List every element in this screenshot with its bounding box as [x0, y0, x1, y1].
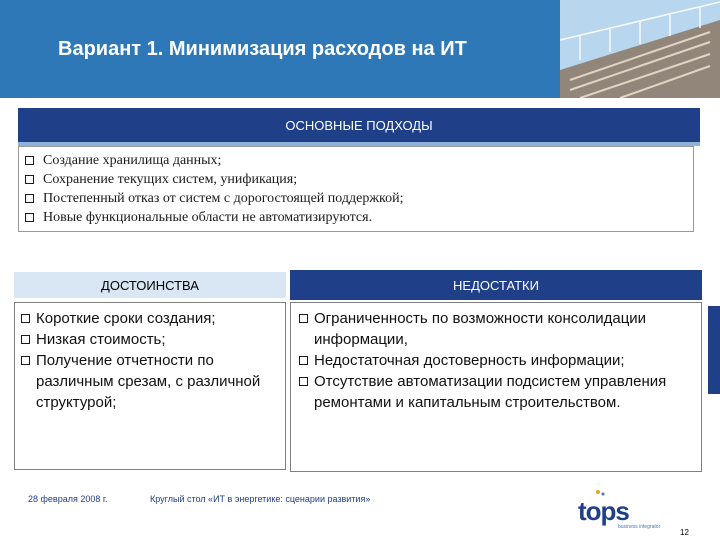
- checkbox-bullet-icon: [25, 156, 34, 165]
- list-item: [19, 350, 281, 413]
- list-item: [23, 208, 689, 227]
- advantage-text: Получение отчетности по различным срезам, с различной структурой;: [36, 352, 261, 411]
- list-item: [297, 371, 695, 413]
- checkbox-bullet-icon: [25, 194, 34, 203]
- slide-title: Вариант 1. Минимизация расходов на ИТ: [58, 38, 467, 60]
- disadvantage-text: Ограниченность по возможности консолидации информации,: [314, 310, 647, 348]
- footer-event: Круглый стол «ИТ в энергетике: сценарии развития»: [150, 494, 371, 504]
- list-item: [23, 151, 689, 170]
- disadvantages-box: [290, 302, 702, 472]
- footer-date: 28 февраля 2008 г.: [28, 494, 108, 504]
- checkbox-bullet-icon: [21, 314, 30, 323]
- header-photo: [560, 0, 720, 98]
- advantages-heading: ДОСТОИНСТВА: [14, 272, 286, 298]
- disadvantages-heading: НЕДОСТАТКИ: [290, 270, 702, 300]
- approach-text: Создание хранилища данных;: [43, 152, 222, 168]
- list-item: [297, 308, 695, 350]
- disadvantage-text: Отсутствие автоматизации подсистем управления ремонтами и капитальным строительством.: [314, 373, 667, 411]
- checkbox-bullet-icon: [299, 314, 308, 323]
- header-banner: [0, 0, 720, 98]
- checkbox-bullet-icon: [25, 175, 34, 184]
- company-logo: tops: [578, 496, 629, 526]
- approach-text: Сохранение текущих систем, унификация;: [43, 171, 298, 187]
- approaches-heading: ОСНОВНЫЕ ПОДХОДЫ: [18, 108, 700, 142]
- approach-text: Новые функциональные области не автоматизируются.: [43, 209, 373, 225]
- checkbox-bullet-icon: [21, 356, 30, 365]
- checkbox-bullet-icon: [25, 213, 34, 222]
- advantages-box: [14, 302, 286, 470]
- advantage-text: Короткие сроки создания;: [36, 310, 216, 327]
- approaches-list: [18, 146, 694, 232]
- list-item: [23, 170, 689, 189]
- list-item: [19, 329, 281, 350]
- list-item: [19, 308, 281, 329]
- disadvantage-text: Недостаточная достоверность информации;: [314, 352, 625, 369]
- checkbox-bullet-icon: [21, 335, 30, 344]
- logo-tagline: business integrator: [618, 524, 661, 530]
- page-number: 12: [680, 528, 689, 537]
- side-accent-tab: [708, 306, 720, 394]
- list-item: [297, 350, 695, 371]
- approach-text: Постепенный отказ от систем с дорогостоящей поддержкой;: [43, 190, 404, 206]
- checkbox-bullet-icon: [299, 377, 308, 386]
- advantage-text: Низкая стоимость;: [36, 331, 166, 348]
- list-item: [23, 189, 689, 208]
- checkbox-bullet-icon: [299, 356, 308, 365]
